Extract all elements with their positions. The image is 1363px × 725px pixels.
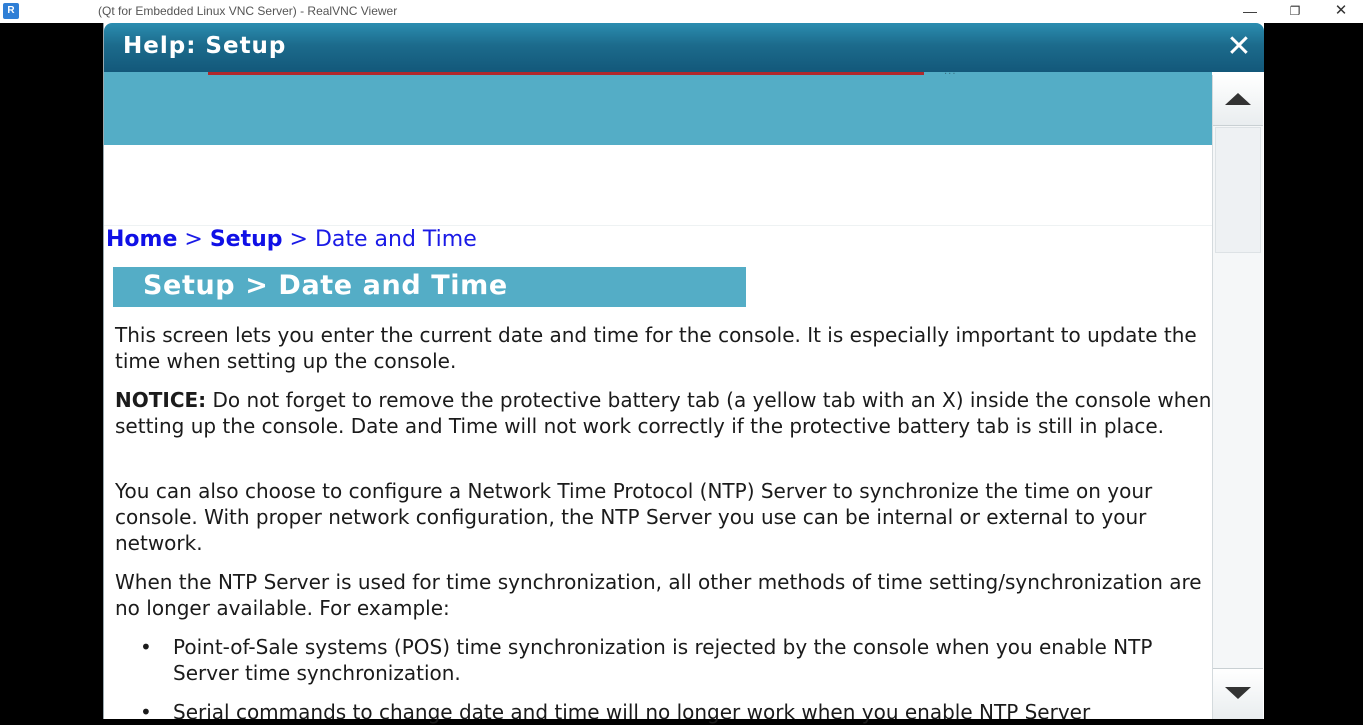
section-heading (113, 267, 746, 307)
breadcrumb-separator: > (289, 227, 308, 252)
ntp-paragraph: You can also choose to configure a Network Time Protocol (NTP) Server to synchronize the time on your console. With proper network configuration, the NTP Server you use can be internal or external to your network. (115, 479, 1153, 555)
intro-paragraph: This screen lets you enter the current date and time for the console. It is especially important to update the time when setting up the console. (115, 323, 1197, 373)
help-content (104, 66, 1212, 724)
bullet-icon: • (140, 700, 152, 724)
banner-accent-line (208, 72, 924, 75)
help-dialog (103, 23, 1264, 724)
banner-dots: ... (944, 66, 957, 77)
notice-paragraph (115, 387, 1215, 439)
breadcrumb-home-link[interactable]: Home (106, 227, 178, 252)
close-icon[interactable]: ✕ (1226, 29, 1252, 64)
dialog-title: Help: Setup (123, 33, 287, 59)
notice-label: NOTICE: (115, 388, 207, 412)
scroll-down-button[interactable] (1213, 668, 1263, 719)
maximize-button[interactable]: ❐ (1289, 4, 1301, 18)
arrow-up-icon (1225, 93, 1251, 105)
list-item-text: Point-of-Sale systems (POS) time synchronization is rejected by the console when you enable NTP Server time synchronization. (173, 635, 1153, 685)
window-titlebar (0, 0, 1363, 23)
section-heading-text: Setup > Date and Time (143, 270, 508, 301)
scroll-thumb[interactable] (1215, 127, 1261, 253)
realvnc-icon: R (3, 3, 19, 19)
dialog-header (104, 23, 1264, 72)
ntp-restriction-paragraph: When the NTP Server is used for time synchronization, all other methods of time setting/synchronization are no longer available. For example: (115, 570, 1202, 620)
breadcrumb-current: Date and Time (314, 227, 477, 252)
breadcrumb-setup-link[interactable]: Setup (209, 227, 283, 252)
scroll-up-button[interactable] (1213, 75, 1263, 126)
list-item-text: Serial commands to change date and time will no longer work when you enable NTP Server (173, 700, 1091, 724)
arrow-down-icon (1225, 687, 1251, 699)
vertical-scrollbar[interactable] (1212, 75, 1263, 719)
help-banner (104, 66, 1212, 145)
breadcrumb-separator: > (184, 227, 203, 252)
bullet-icon: • (140, 635, 152, 659)
notice-text: Do not forget to remove the protective battery tab (a yellow tab with an X) inside the console when setting up the console. Date and Time will not work correctly if the protective battery tab is still in place. (115, 388, 1212, 438)
window-close-button[interactable]: ✕ (1334, 2, 1348, 19)
divider (104, 225, 1212, 226)
minimize-button[interactable]: — (1243, 3, 1257, 19)
window-title: (Qt for Embedded Linux VNC Server) - RealVNC Viewer (98, 4, 398, 18)
breadcrumb (106, 227, 477, 252)
